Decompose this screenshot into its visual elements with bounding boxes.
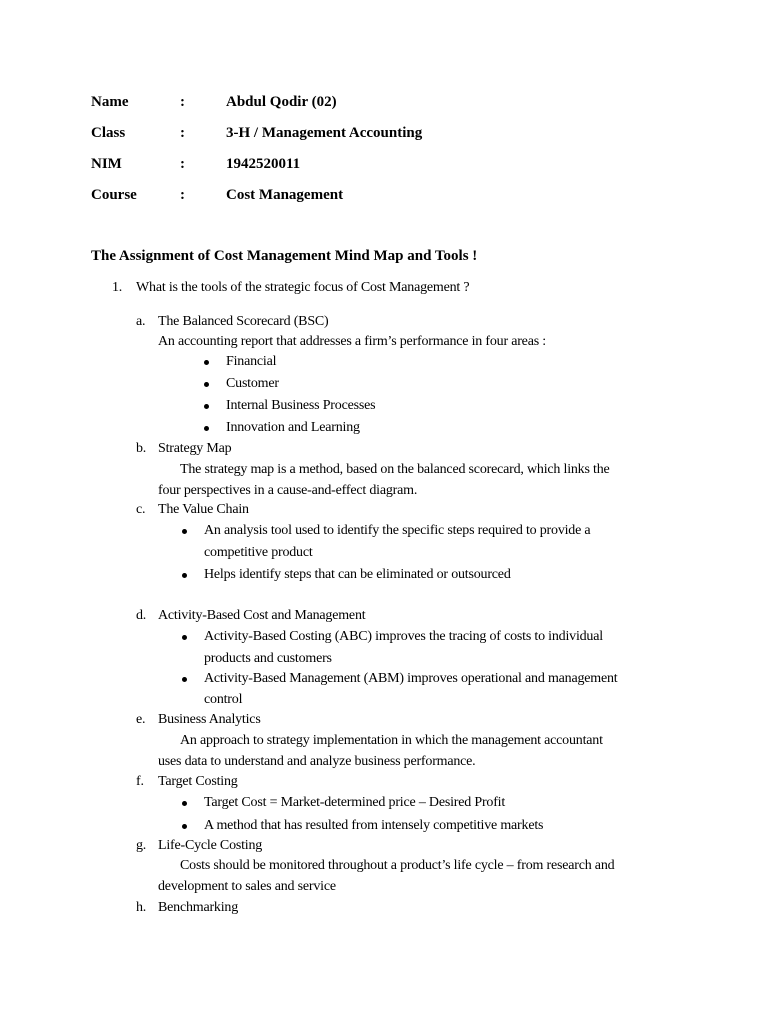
class-label: Class (91, 125, 126, 141)
item-d-title: Activity-Based Cost and Management (158, 608, 366, 623)
item-b-marker: b. (136, 441, 147, 456)
item-f-bullet-1: Target Cost = Market-determined price – Desired Profit (204, 795, 506, 810)
item-d-bullet-1-line-1: Activity-Based Costing (ABC) improves the tracing of costs to individual (204, 629, 603, 644)
item-a-description: An accounting report that addresses a firm’s performance in four areas : (158, 334, 546, 349)
course-label: Course (91, 187, 137, 203)
item-d-bullet-2-line-1: Activity-Based Management (ABM) improves operational and management (204, 671, 618, 686)
item-a-bullet: Internal Business Processes (226, 398, 376, 413)
item-h-title: Benchmarking (158, 900, 239, 915)
question-text: What is the tools of the strategic focus of Cost Management ? (136, 280, 470, 295)
bullet-icon (182, 801, 187, 806)
item-e-title: Business Analytics (158, 712, 261, 727)
class-value: 3-H / Management Accounting (226, 125, 423, 141)
item-f-marker: f. (136, 774, 144, 789)
item-e-marker: e. (136, 712, 146, 727)
item-c-title: The Value Chain (158, 502, 249, 517)
bullet-icon (182, 677, 187, 682)
course-separator: : (180, 187, 185, 203)
nim-value: 1942520011 (226, 156, 301, 172)
class-separator: : (180, 125, 185, 141)
item-a-bullet: Innovation and Learning (226, 420, 360, 435)
item-b-title: Strategy Map (158, 441, 232, 456)
bullet-icon (182, 573, 187, 578)
item-b-line-1: The strategy map is a method, based on the balanced scorecard, which links the (180, 462, 610, 477)
item-a-bullet: Financial (226, 354, 277, 369)
bullet-icon (204, 382, 209, 387)
item-f-title: Target Costing (158, 774, 238, 789)
item-b-line-2: four perspectives in a cause-and-effect diagram. (158, 483, 418, 498)
item-e-line-2: uses data to understand and analyze business performance. (158, 754, 476, 769)
bullet-icon (182, 635, 187, 640)
bullet-icon (182, 824, 187, 829)
item-c-bullet-1-line-1: An analysis tool used to identify the specific steps required to provide a (204, 523, 591, 538)
bullet-icon (182, 529, 187, 534)
item-h-marker: h. (136, 900, 147, 915)
item-d-marker: d. (136, 608, 147, 623)
item-c-bullet-1-line-2: competitive product (204, 545, 313, 560)
item-c-marker: c. (136, 502, 146, 517)
course-value: Cost Management (226, 187, 344, 203)
item-a-bullet: Customer (226, 376, 279, 391)
item-f-bullet-2: A method that has resulted from intensely competitive markets (204, 818, 544, 833)
nim-label: NIM (91, 156, 122, 172)
name-separator: : (180, 94, 185, 110)
name-label: Name (91, 94, 129, 110)
item-e-line-1: An approach to strategy implementation in which the management accountant (180, 733, 603, 748)
nim-separator: : (180, 156, 185, 172)
item-d-bullet-2-line-2: control (204, 692, 243, 707)
bullet-icon (204, 360, 209, 365)
item-g-line-2: development to sales and service (158, 879, 336, 894)
item-c-bullet-2: Helps identify steps that can be eliminated or outsourced (204, 567, 511, 582)
item-d-bullet-1-line-2: products and customers (204, 651, 332, 666)
question-number: 1. (112, 280, 123, 295)
bullet-icon (204, 404, 209, 409)
document-title: The Assignment of Cost Management Mind Map and Tools ! (91, 248, 478, 264)
item-g-marker: g. (136, 838, 147, 853)
item-a-marker: a. (136, 314, 146, 329)
item-g-line-1: Costs should be monitored throughout a product’s life cycle – from research and (180, 858, 615, 873)
name-value: Abdul Qodir (02) (226, 94, 337, 110)
item-g-title: Life-Cycle Costing (158, 838, 263, 853)
bullet-icon (204, 426, 209, 431)
item-a-title: The Balanced Scorecard (BSC) (158, 314, 329, 329)
